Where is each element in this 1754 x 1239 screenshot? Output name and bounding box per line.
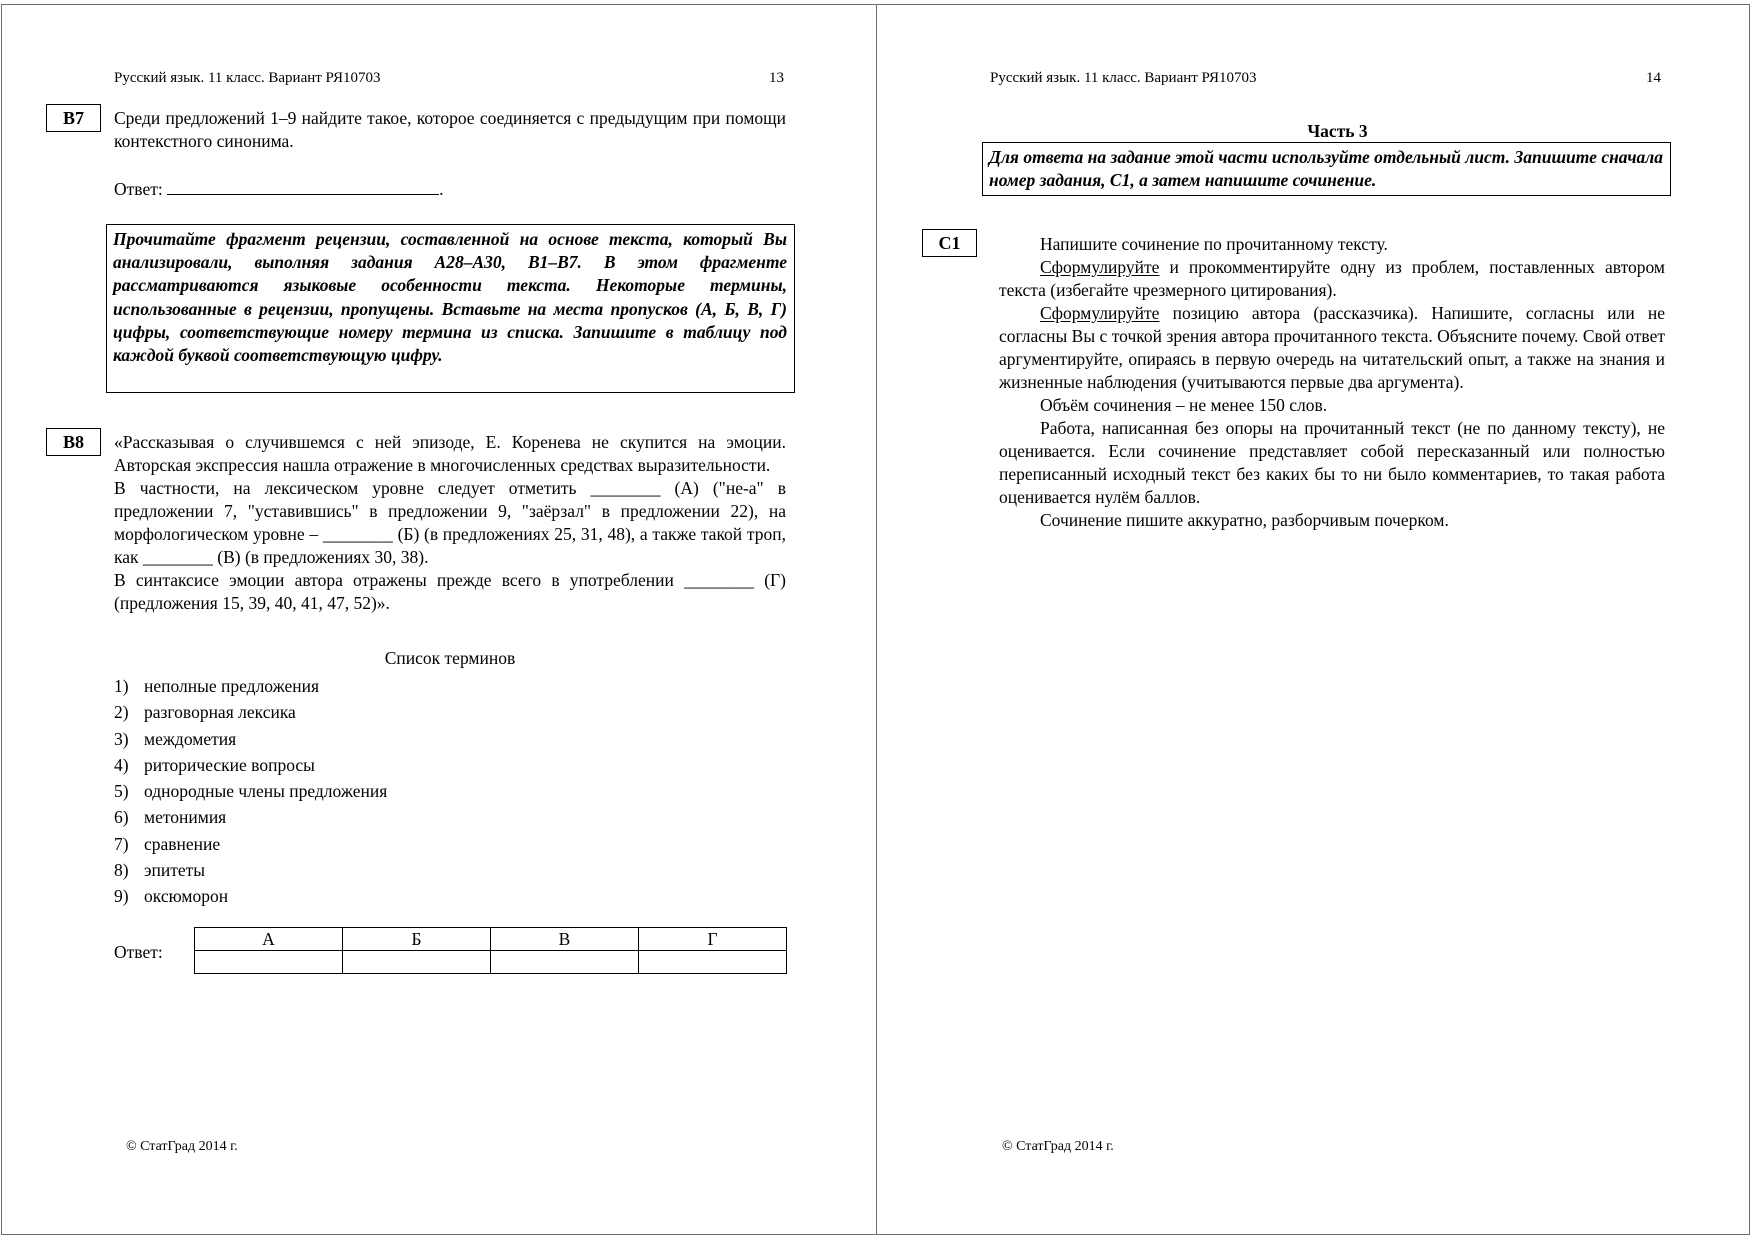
instruction-box: Прочитайте фрагмент рецензии, составленной на основе текста, который Вы анализировали, выполняя задания A28–A30, B1–B7. В этом фрагменте рассматриваются языковые особенности текста. Некоторые термины, использованные в рецензии, пропущены. Вставьте на места пропусков (А, Б, В, Г) цифры, соответствующие номеру термина из списка. Запишите в таблицу под каждой буквой соответствующую цифру. [106,224,795,393]
answer-column-v: В [491,928,639,951]
task-b7-question: Среди предложений 1–9 найдите такое, которое соединяется с предыдущим при помощи контекстного синонима. [114,108,786,151]
answer-table-input-row [195,951,787,974]
c1-keyword: Сформулируйте [1040,303,1160,323]
c1-paragraph-1: Напишите сочинение по прочитанному тексту. [1040,234,1388,254]
term-item: 4) риторические вопросы [114,754,315,775]
term-item: 3) междометия [114,728,237,749]
answer-blank-line[interactable] [167,178,439,195]
c1-paragraph-5: Работа, написанная без опоры на прочитанный текст (не по данному тексту), не оценивается. Если сочинение представляет собой пересказанный или полностью переписанный исходный текст без каких бы то ни было комментариев, то такая работа оценивается нулём баллов. [999,418,1665,507]
term-item: 2) разговорная лексика [114,702,296,723]
terms-list [114,673,387,910]
page-number: 13 [769,70,784,86]
term-item: 6) метонимия [114,807,227,828]
page-header: Русский язык. 11 класс. Вариант РЯ10703 [990,70,1257,86]
answer-column-a: А [195,928,343,951]
answer-period: . [439,179,444,199]
term-item: 1) неполные предложения [114,676,320,696]
review-paragraph-1: «Рассказывая о случившемся с ней эпизоде, Е. Коренева не скупится на эмоции. Авторская экспрессия нашла отражение в многочисленных средствах выразительности. [114,432,786,475]
page-number: 14 [1646,70,1661,86]
review-paragraph-2: В частности, на лексическом уровне следует отметить ________ (А) ("не-а" в предложении 7, "уставившись" в предложении 9, "заёрзал" в предложении 22), на морфологическом уровне – ________ (Б) (в предложениях 25, 31, 48), а также такой троп, как ________ (В) (в предложениях 30, 38). [114,478,786,567]
answer-cell-g[interactable] [639,951,787,974]
term-item: 5) однородные члены предложения [114,781,388,802]
answer-label: Ответ: [114,942,163,962]
answer-table-header [195,928,787,951]
copyright: © СтатГрад 2014 г. [126,1139,238,1154]
answer-column-b: Б [343,928,491,951]
task-b8-review [114,431,786,615]
answer-cell-a[interactable] [195,951,343,974]
term-item: 7) сравнение [114,833,221,854]
answer-cell-v[interactable] [491,951,639,974]
right-page [877,0,1751,1239]
task-label-c1: C1 [922,229,977,257]
answer-table [194,927,787,974]
instruction-box: Для ответа на задание этой части используйте отдельный лист. Запишите сначала номер задания, С1, а затем напишите сочинение. [982,142,1671,196]
c1-paragraph-6: Сочинение пишите аккуратно, разборчивым почерком. [1040,510,1449,530]
task-b7-answer [114,178,514,201]
term-item: 9) оксюморон [114,886,229,907]
task-b7-text [114,107,786,153]
c1-paragraph-4: Объём сочинения – не менее 150 слов. [1040,395,1328,415]
terms-title: Список терминов [384,648,516,668]
left-page [0,0,876,1239]
part-title: Часть 3 [1307,121,1368,141]
task-label-b8: B8 [46,428,101,456]
answer-label: Ответ: [114,179,163,199]
task-label-b7: B7 [46,104,101,132]
answer-column-g: Г [639,928,787,951]
c1-paragraph-2: Сформулируйте и прокомментируйте одну из проблем, поставленных автором текста (избегайте чрезмерного цитирования). [999,257,1665,300]
page-header: Русский язык. 11 класс. Вариант РЯ10703 [114,70,381,86]
term-item: 8) эпитеты [114,860,206,881]
c1-paragraph-3: Сформулируйте позицию автора (рассказчика). Напишите, согласны или не согласны Вы с точкой зрения автора прочитанного текста. Объясните почему. Свой ответ аргументируйте, опираясь в первую очередь на читательский опыт, а также на знания и жизненные наблюдения (учитываются первые два аргумента). [999,303,1665,392]
copyright: © СтатГрад 2014 г. [1002,1139,1114,1154]
c1-keyword: Сформулируйте [1040,257,1160,277]
review-paragraph-3: В синтаксисе эмоции автора отражены прежде всего в употреблении ________ (Г) (предложения 15, 39, 40, 41, 47, 52)». [114,570,786,613]
answer-cell-b[interactable] [343,951,491,974]
task-c1-text [999,233,1665,532]
